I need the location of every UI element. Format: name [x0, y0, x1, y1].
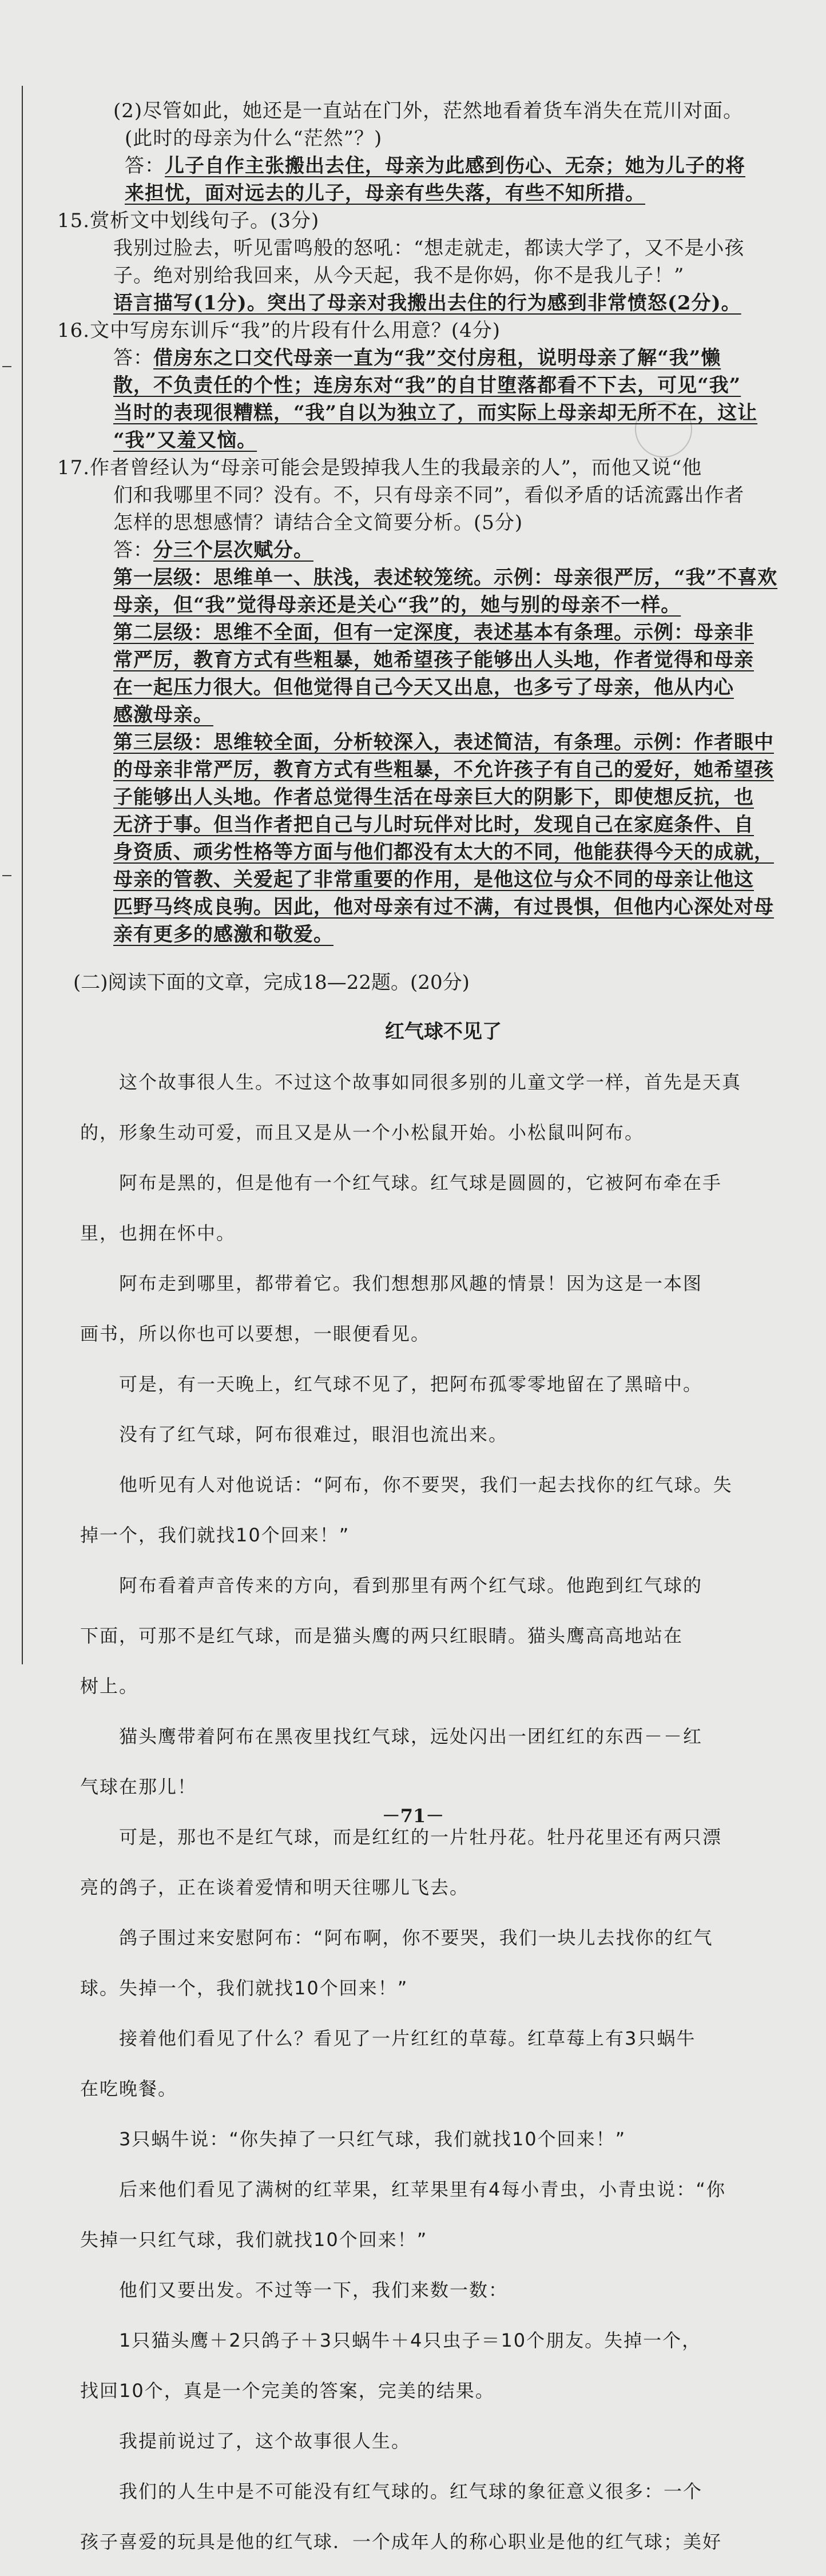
answer-label: 答：	[113, 539, 153, 562]
answer-text: 儿子自作主张搬出去住，母亲为此感到伤心、无奈；她为儿子的将	[165, 154, 745, 177]
answer-text: 子能够出人头地。作者总觉得生活在母亲巨大的阴影下，即使想反抗，也	[113, 786, 754, 809]
answer-text: 感激母亲。	[113, 703, 213, 726]
answer-text: 匹野马终成良驹。因此，他对母亲有过不满，有过畏惧，但他内心深处对母	[113, 896, 774, 919]
question-number: 17.	[57, 456, 90, 479]
page-number: －71－	[382, 1805, 444, 1827]
q14-answer-line2	[80, 180, 807, 207]
q17-level3-line	[80, 921, 807, 948]
story-line: 鸽子围过来安慰阿布：“阿布啊，你不要哭，我们一块儿去找你的红气	[119, 1927, 713, 1949]
story-line: 我提前说过了，这个故事很人生。	[119, 2430, 411, 2452]
binding-mark	[2, 875, 11, 876]
q17-prompt-line3: 怎样的思想感情？请结合全文简要分析。(5分)	[113, 511, 523, 534]
story-line: 这个故事很人生。不过这个故事如同很多别的儿童文学一样，首先是天真	[119, 1071, 742, 1093]
story-line: 他们又要出发。不过等一下，我们来数一数：	[119, 2279, 509, 2301]
story-line: 画书，所以你也可以要想，一眼便看见。	[80, 1323, 431, 1345]
answer-text: 身资质、顽劣性格等方面与他们都没有太大的不同，他能获得今天的成就，	[113, 841, 774, 864]
q15-quote-line1: 我别过脸去，听见雷鸣般的怒吼：“想走就走，都读大学了，又不是小孩	[113, 237, 745, 260]
worksheet-content	[57, 97, 807, 2576]
q17-level2-line	[80, 619, 807, 646]
story-line: 他听见有人对他说话：“阿布，你不要哭，我们一起去找你的红气球。失	[119, 1474, 733, 1496]
story-line: 接着他们看见了什么？看见了一片红红的草莓。红草莓上有3只蜗牛	[119, 2028, 696, 2049]
story-line: 球。失掉一个，我们就找10个回来！”	[80, 1977, 408, 1999]
answer-text: 分三个层次赋分。	[153, 539, 313, 562]
answer-text: 来担忧，面对远去的儿子，母亲有些失落，有些不知所措。	[125, 182, 645, 205]
story-line: 猫头鹰带着阿布在黑夜里找红气球，远处闪出一团红红的东西－－红	[119, 1726, 703, 1747]
q16-prompt	[57, 317, 807, 344]
binding-mark	[2, 366, 11, 367]
q17-level2-line	[80, 674, 807, 701]
story-line: 孩子喜爱的玩具是他的红气球．一个成年人的称心职业是他的红气球；美好	[80, 2531, 722, 2553]
q14-answer-line1	[80, 152, 807, 180]
answer-text: 散，不负责任的个性；连房东对“我”的自甘堕落都看不下去，可见“我”	[113, 374, 741, 397]
question-text: 文中写房东训斥“我”的片段有什么用意？(4分)	[90, 319, 501, 342]
answer-text: 借房东之口交代母亲一直为“我”交付房租，说明母亲了解“我”懒	[153, 347, 721, 369]
section-heading: (二)阅读下面的文章，完成18—22题。(20分)	[73, 971, 470, 994]
answer-text: 第二层级：思维不全面，但有一定深度，表述基本有条理。示例：母亲非	[113, 621, 754, 644]
q17-answer-intro	[80, 536, 807, 564]
binding-margin-line	[22, 86, 23, 1664]
answer-label: 答：	[125, 154, 165, 177]
q17-level1-line	[80, 591, 807, 619]
answer-text: 亲有更多的感激和敬爱。	[113, 923, 333, 946]
q17-level3-line	[80, 811, 807, 838]
q14-sub2-line1: (2)尽管如此，她还是一直站在门外，茫然地看着货车消失在荒川对面。	[113, 100, 744, 122]
q15-prompt	[57, 207, 807, 234]
story-line: 下面，可那不是红气球，而是猫头鹰的两只红眼睛。猫头鹰高高地站在	[80, 1625, 684, 1647]
story-line: 3只蜗牛说：“你失掉了一只红气球，我们就找10个回来！”	[119, 2128, 626, 2150]
story-line: 在吃晚餐。	[80, 2078, 178, 2100]
q16-answer-line2	[80, 372, 807, 399]
story-line: 树上。	[80, 1675, 139, 1697]
q15-answer	[80, 289, 807, 317]
story-line: 掉一个，我们就找10个回来！”	[80, 1524, 350, 1546]
answer-text: 当时的表现很糟糕，“我”自以为独立了，而实际上母亲却无所不在，这让	[113, 401, 758, 424]
story-line: 气球在那儿！	[80, 1776, 197, 1798]
answer-text: 在一起压力很大。但他觉得自己今天又出息，也多亏了母亲，他从内心	[113, 676, 734, 699]
story-line: 可是，那也不是红气球，而是红红的一片牡丹花。牡丹花里还有两只漂	[119, 1826, 722, 1848]
q17-level2-line	[80, 646, 807, 674]
story-line: 找回10个，真是一个完美的答案，完美的结果。	[80, 2380, 495, 2402]
q14-sub2-line2: (此时的母亲为什么“茫然”？)	[125, 127, 383, 150]
story-line: 后来他们看见了满树的红苹果，红苹果里有4每小青虫，小青虫说：“你	[119, 2179, 726, 2200]
answer-text: 第三层级：思维较全面，分析较深入，表述简洁，有条理。示例：作者眼中	[113, 731, 774, 754]
q15-quote-line2: 子。绝对别给我回来，从今天起，我不是你妈，你不是我儿子！”	[113, 264, 685, 287]
q17-level3-line	[80, 784, 807, 811]
answer-text: 的母亲非常严厉，教育方式有些粗暴，不允许孩子有自己的爱好，她希望孩	[113, 758, 774, 781]
answer-text: 第一层级：思维单一、肤浅，表述较笼统。示例：母亲很严厉，“我”不喜欢	[113, 566, 778, 589]
answer-text: 常严厉，教育方式有些粗暴，她希望孩子能够出人头地，作者觉得和母亲	[113, 649, 754, 671]
answer-text: “我”又羞又恼。	[113, 429, 257, 452]
q16-answer-line4	[80, 427, 807, 454]
answer-text: 母亲的管教、关爱起了非常重要的作用，是他这位与众不同的母亲让他这	[113, 868, 754, 891]
q17-level3-line	[80, 729, 807, 756]
story-line: 1只猫头鹰＋2只鸽子＋3只蜗牛＋4只虫子＝10个朋友。失掉一个，	[119, 2329, 702, 2351]
q16-answer-line1	[80, 344, 807, 372]
question-text: 赏析文中划线句子。(3分)	[90, 209, 320, 232]
story-line: 可是，有一天晚上，红气球不见了，把阿布孤零零地留在了黑暗中。	[119, 1373, 703, 1395]
story-line: 阿布看着声音传来的方向，看到那里有两个红气球。他跑到红气球的	[119, 1575, 703, 1596]
story-line: 里，也拥在怀中。	[80, 1222, 236, 1244]
q17-level3-line	[80, 838, 807, 866]
q17-level3-line	[80, 893, 807, 921]
story-line: 失掉一只红气球，我们就找10个回来！”	[80, 2229, 428, 2251]
answer-text: 母亲，但“我”觉得母亲还是关心“我”的，她与别的母亲不一样。	[113, 594, 681, 617]
q17-level1-line	[80, 564, 807, 591]
story-line: 没有了红气球，阿布很难过，眼泪也流出来。	[119, 1424, 509, 1445]
q17-level3-line	[80, 866, 807, 893]
q17-level2-line	[80, 701, 807, 729]
q17-prompt-line2: 们和我哪里不同？没有。不，只有母亲不同”，看似矛盾的话流露出作者	[113, 484, 745, 507]
q16-answer-line3	[80, 399, 807, 427]
question-text: 作者曾经认为“母亲可能会是毁掉我人生的我最亲的人”，而他又说“他	[90, 456, 702, 479]
question-number: 15.	[57, 209, 90, 232]
q17-level3-line	[80, 756, 807, 784]
answer-text: 语言描写(1分)。突出了母亲对我搬出去住的行为感到非常愤怒(2分)。	[113, 292, 741, 315]
answer-text: 无济于事。但当作者把自己与儿时玩伴对比时，发现自己在家庭条件、自	[113, 813, 754, 836]
answer-label: 答：	[113, 347, 153, 369]
story-line: 亮的鸽子，正在谈着爱情和明天往哪儿飞去。	[80, 1877, 470, 1898]
story-title: 红气球不见了	[385, 1020, 502, 1043]
q17-prompt-line1	[57, 454, 807, 482]
story-line: 阿布走到哪里，都带着它。我们想想那风趣的情景！因为这是一本图	[119, 1273, 703, 1294]
story-line: 阿布是黑的，但是他有一个红气球。红气球是圆圆的，它被阿布牵在手	[119, 1172, 722, 1194]
question-number: 16.	[57, 319, 90, 342]
story-line: 的，形象生动可爱，而且又是从一个小松鼠开始。小松鼠叫阿布。	[80, 1122, 645, 1143]
story-line: 我们的人生中是不可能没有红气球的。红气球的象征意义很多：一个	[119, 2480, 703, 2502]
